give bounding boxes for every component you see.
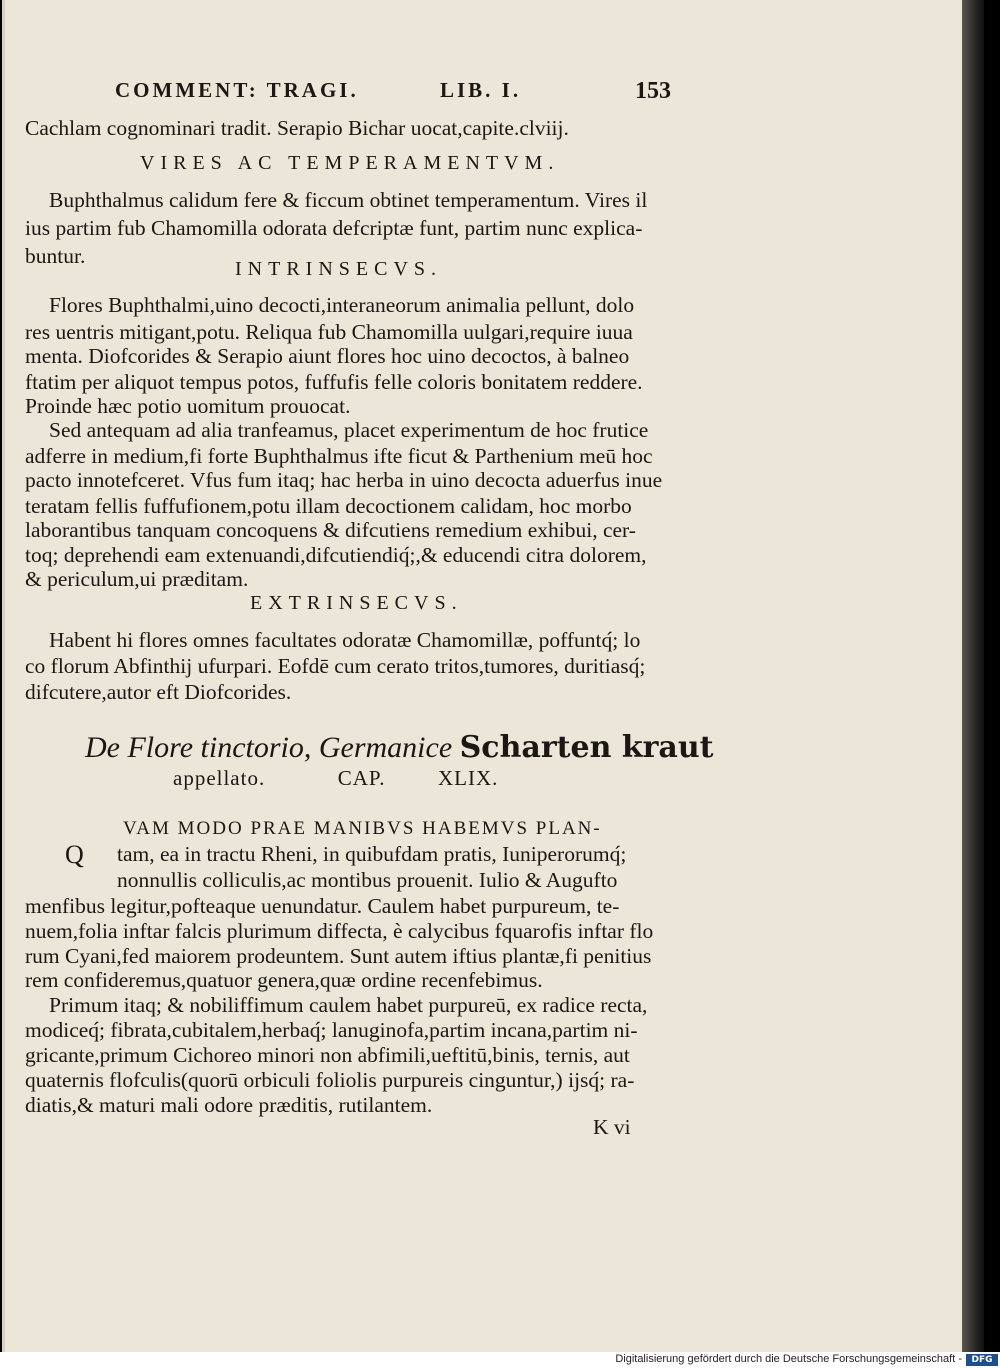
text-line: modiceq́; fibrata,cubitalem,herbaq́; lanuginofa,partim incana,partim ni- [25,1018,638,1042]
text-line: quaternis flofculis(quorū orbiculi foliolis purpureis cinguntur,) ijsq́; ra- [25,1068,635,1092]
text-line: laborantibus tanquam concoquens & difcutiens remedium exhibui, cer- [25,518,636,542]
text-line: adferre in medium,fi forte Buphthalmus ifte ficut & Parthenium meū hoc [25,444,653,468]
section-heading: VIRES AC TEMPERAMENTVM. [140,152,560,174]
text-line: co florum Abfinthij ufurpari. Eofdē cum cerato tritos,tumores, duritiasq́; [25,654,646,678]
text-line: diatis,& maturi mali odore præditis, rutilantem. [25,1093,433,1117]
text-line: difcutere,autor eft Diofcorides. [25,680,292,704]
text-line: rem confideremus,quatuor genera,quæ ordine recenfebimus. [25,968,543,992]
text-line: Buphthalmus calidum fere & ficcum obtinet temperamentum. Vires il [49,188,648,212]
text-line: pacto innotefceret. Vfus fum itaq; hac herba in uino decocta aduerfus inue [25,468,663,492]
page-number: 153 [635,78,671,104]
footer-credit: Digitalisierung gefördert durch die Deutsche Forschungsgemeinschaft - [615,1353,962,1365]
text-line: ftatim per aliquot tempus potos, fuffufis felle coloris bonitatem reddere. [25,370,643,394]
header-book: LIB. I. [440,78,522,102]
chapter-title [85,730,714,765]
drop-cap: Q [65,840,84,869]
text-line: nuem,folia inftar falcis plurimum diffecta, è calycibus fquarofis inftar flo [25,919,654,943]
text-line: tam, ea in tractu Rheni, in quibufdam pratis, Iuniperorumq́; [117,842,627,866]
text-line: teratam fellis fuffufionem,potu illam decoctionem calidam, hoc morbo [25,494,632,518]
text-line: toq; deprehendi eam extenuandi,difcutiendiq́;,& educendi citra dolorem, [25,543,647,567]
chapter-number: XLIX. [438,766,499,790]
text-line: ius partim fub Chamomilla odorata defcriptæ funt, partim nunc explica- [25,216,643,240]
text-line: Flores Buphthalmi,uino decocti,interaneorum animalia pellunt, dolo [49,293,635,317]
chapter-subtitle-word: appellato. [173,766,266,790]
text-line: Cachlam cognominari tradit. Serapio Bichar uocat,capite.clviij. [25,116,569,140]
chapter-title-latin: De Flore tinctorio, Germanice [85,731,453,764]
text-line: Sed antequam ad alia tranfeamus, placet experimentum de hoc frutice [49,418,649,442]
book-page [2,0,965,1352]
text-line: Primum itaq; & nobiliffimum caulem habet purpureū, ex radice recta, [49,993,648,1017]
text-line: Proinde hæc potio uomitum prouocat. [25,394,351,418]
text-line: menta. Diofcorides & Serapio aiunt flores hoc uino decoctos, à balneo [25,344,630,368]
catchword: K vi [593,1115,631,1139]
header-title: COMMENT: TRAGI. [115,78,359,102]
chapter-first-line: VAM MODO PRAE MANIBVS HABEMVS PLAN- [123,818,602,839]
page-edge-shadow [962,0,984,1352]
text-line: Habent hi flores omnes facultates odoratæ Chamomillæ, poffuntq́; lo [49,628,641,652]
section-heading: EXTRINSECVS. [250,592,463,614]
text-line: res uentris mitigant,potu. Reliqua fub Chamomilla uulgari,require iuua [25,320,633,344]
text-line: & periculum,ui præditam. [25,567,249,591]
text-line: nonnullis colliculis,ac montibus prouenit. Iulio & Augufto [117,868,618,892]
text-line: buntur. [25,244,86,268]
section-heading: INTRINSECVS. [235,258,443,280]
text-line: gricante,primum Cichoreo minori non abfimili,ueftitū,binis, ternis, aut [25,1043,630,1067]
chapter-cap-label: CAP. [337,766,386,790]
chapter-title-german: Scharten kraut [459,730,714,765]
text-line: menfibus legitur,pofteaque uenundatur. Caulem habet purpureum, te- [25,894,620,918]
footer-bar [0,1352,1000,1368]
chapter-subtitle [173,766,498,791]
dfg-logo-icon: DFG [966,1354,998,1366]
text-line: rum Cyani,fed maiorem prodeuntem. Sunt autem iftius plantæ,fi penitius [25,944,652,968]
